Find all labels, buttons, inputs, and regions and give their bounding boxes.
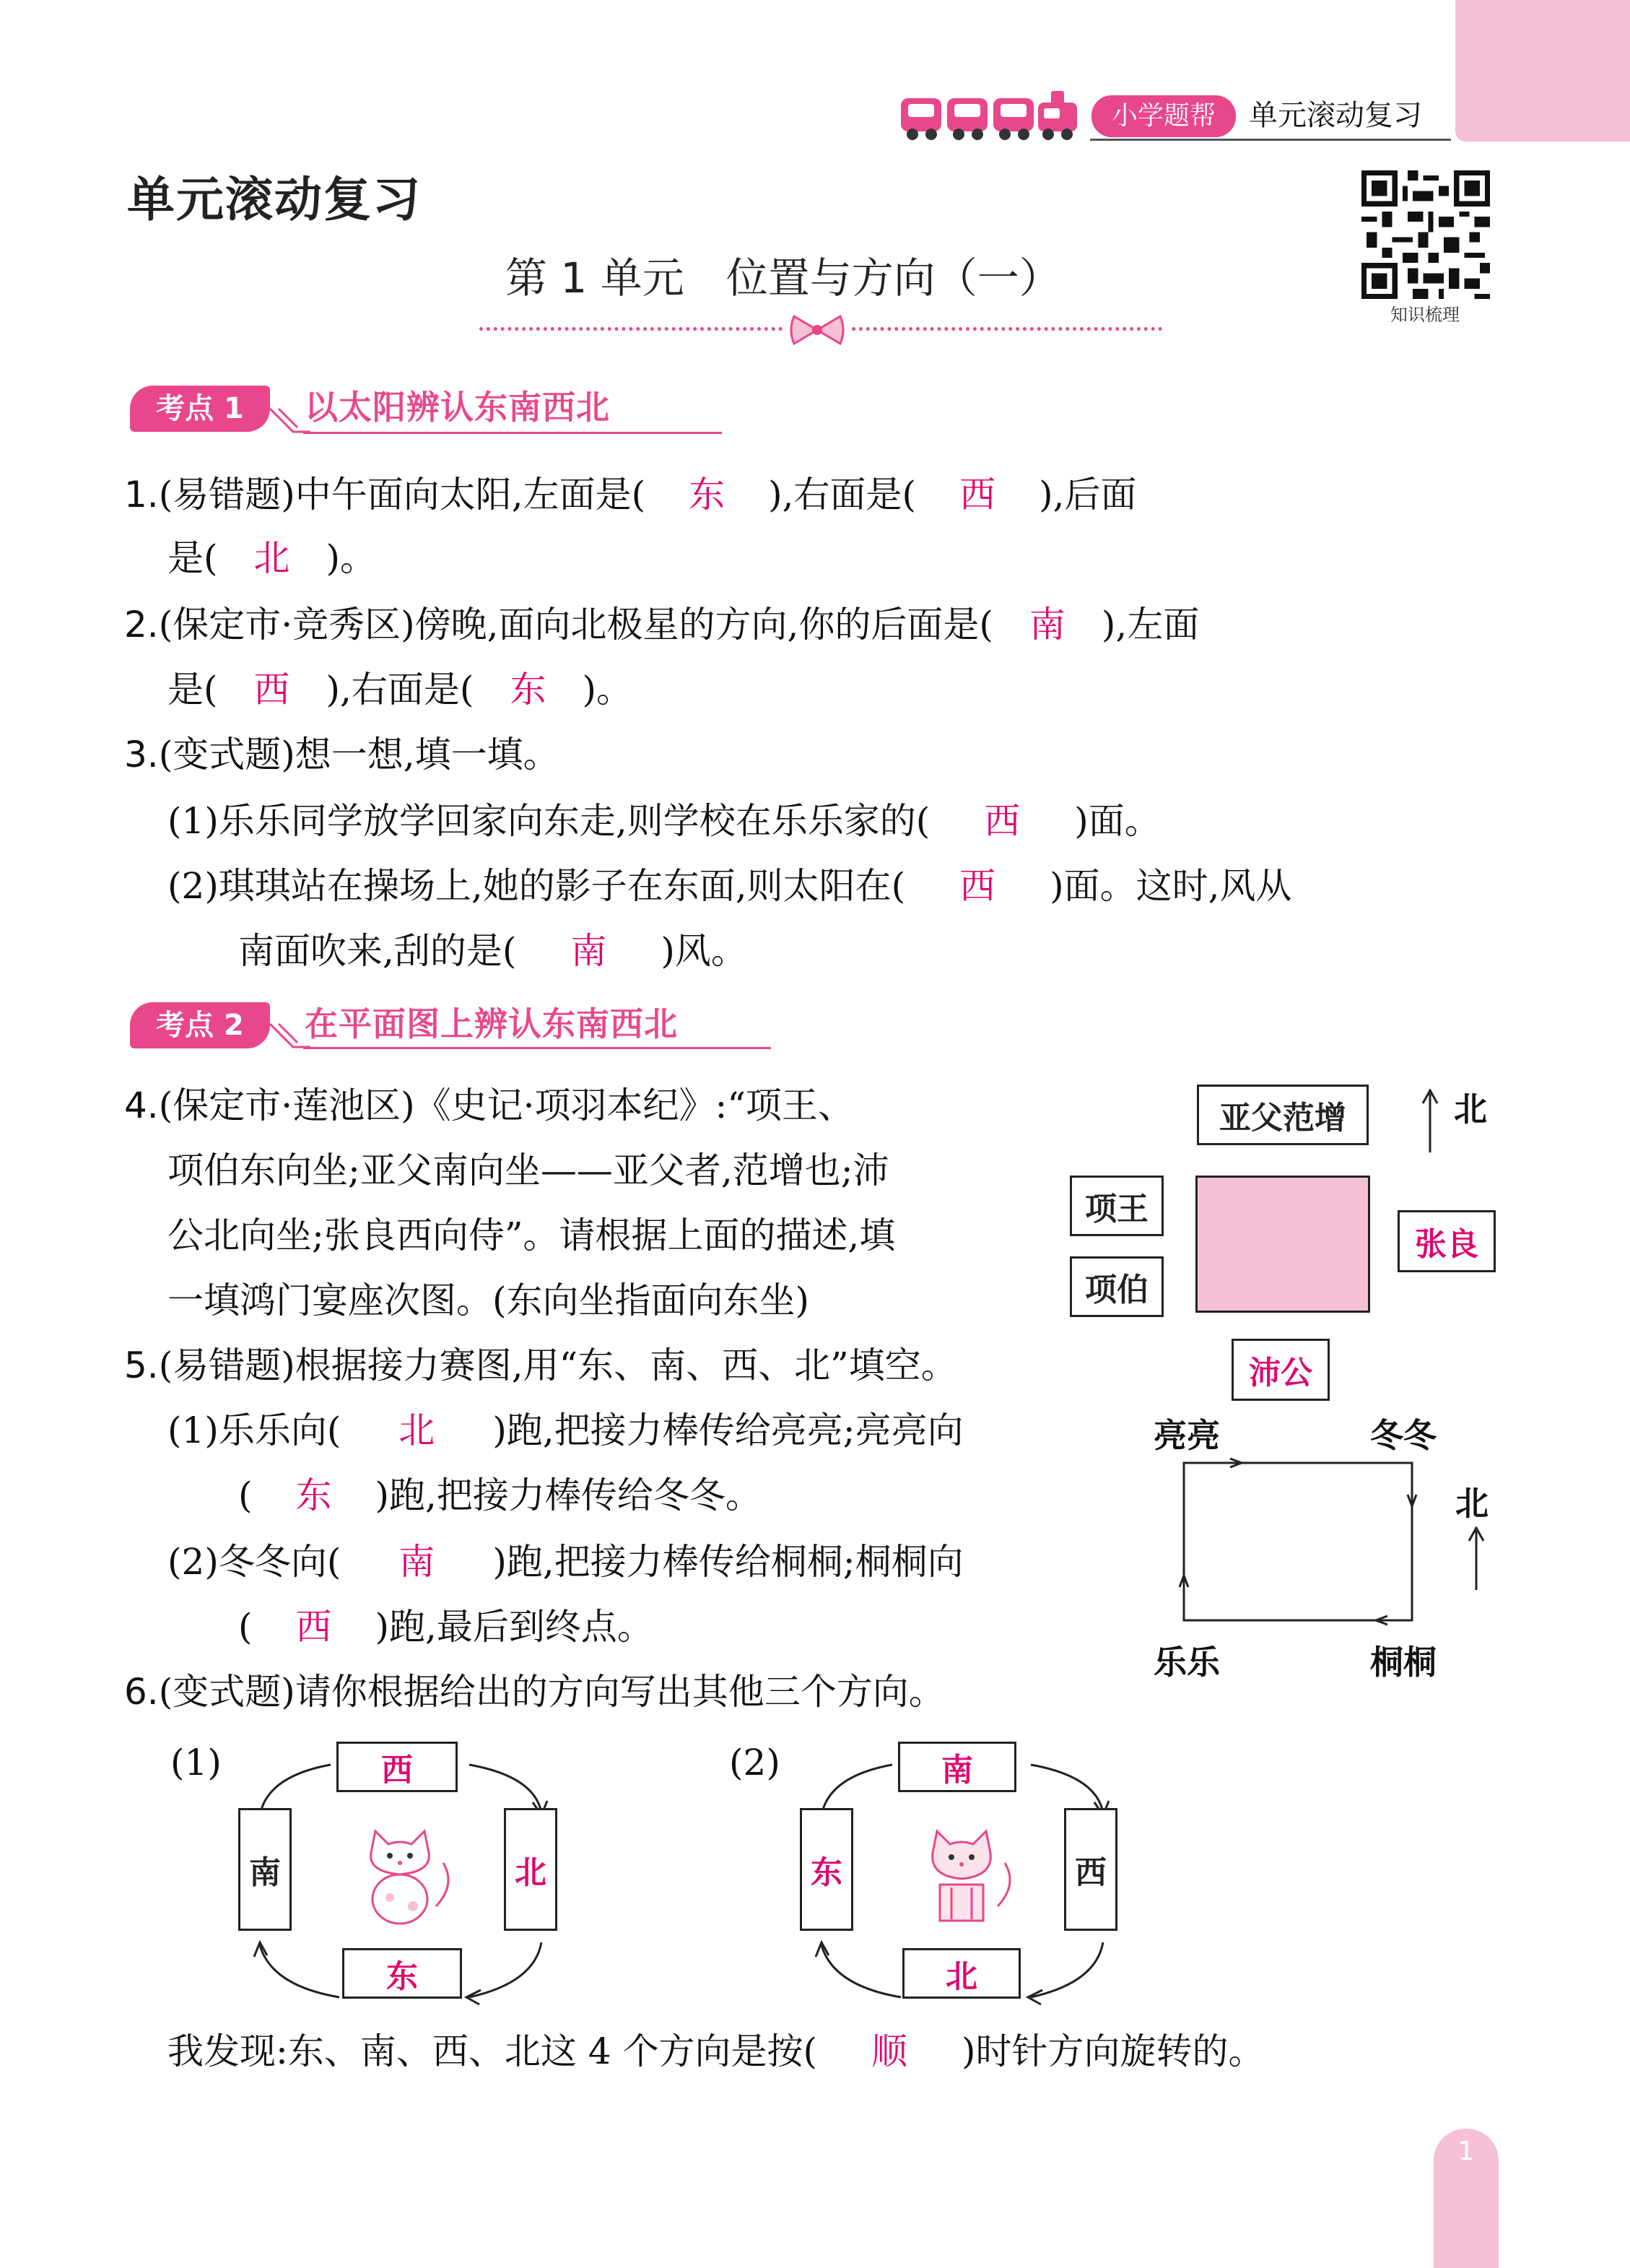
q5-answer-1[interactable]: 北: [398, 1409, 435, 1451]
q2-answer-2[interactable]: 西: [253, 669, 290, 711]
q5-answer-4[interactable]: 西: [295, 1606, 332, 1648]
seat-right: 张良: [1398, 1210, 1496, 1272]
q6-diagram-2-label: (2): [729, 1742, 780, 1783]
q5-answer-3[interactable]: 南: [398, 1541, 435, 1583]
q1-answer-3[interactable]: 北: [253, 537, 290, 579]
q4-line-4: 一填鸿门宴座次图。(东向坐指面向东坐): [167, 1279, 810, 1321]
seat-left-1: 项王: [1070, 1176, 1164, 1236]
q3-part-1: (1)乐乐同学放学回家向东走,则学校在乐乐家的( 西 )面。: [167, 788, 1161, 853]
q3-answer-3[interactable]: 南: [570, 930, 607, 972]
cat-icon: [911, 1827, 1019, 1928]
q6-d2-left: 东: [800, 1808, 853, 1931]
q4-line-3: 公北向坐;张良西向侍”。请根据上面的描述,填: [167, 1215, 896, 1256]
q6-d1-left: 南: [238, 1808, 292, 1931]
q6-d1-top: 西: [336, 1742, 458, 1792]
q5-north-label: 北: [1455, 1484, 1489, 1523]
seat-top: 亚父范增: [1197, 1085, 1369, 1145]
q6-diagram-1-label: (1): [170, 1742, 222, 1783]
q1-answer-1[interactable]: 东: [689, 474, 725, 516]
banquet-table: [1195, 1176, 1370, 1313]
page-number: 1: [1457, 2137, 1475, 2166]
q1-line-2: 是( 北 )。: [167, 526, 376, 591]
q4-line-1: 4.(保定市·莲池区)《史记·项羽本纪》:“项王、: [124, 1085, 854, 1126]
q3-part-2-cont: 南面吹来,刮的是( 南 )风。: [238, 918, 747, 983]
relay-track: [1169, 1451, 1422, 1632]
q2-line-1: 2.(保定市·竞秀区)傍晚,面向北极星的方向,你的后面是( 南 ),左面: [124, 592, 1199, 657]
page-title: 单元滚动复习: [127, 172, 422, 227]
seat-left-2: 项伯: [1070, 1256, 1164, 1317]
q2-answer-3[interactable]: 东: [510, 669, 546, 711]
q6-d2-top: 南: [898, 1742, 1016, 1792]
kaodian-1-badge: 考点 1: [130, 386, 270, 432]
q1-line-1: 1.(易错题)中午面向太阳,左面是( 东 ),右面是( 西 ),后面: [124, 462, 1136, 527]
q3-part-2: (2)琪琪站在操场上,她的影子在东面,则太阳在( 西 )面。这时,风从: [167, 853, 1292, 918]
q6-d2-right: 西: [1064, 1808, 1117, 1931]
train-icon: [899, 88, 1080, 143]
q5-answer-2[interactable]: 东: [295, 1474, 332, 1516]
q3-answer-1[interactable]: 西: [984, 800, 1021, 842]
q5-part-1-cont: ( 东 )跑,把接力棒传给冬冬。: [238, 1463, 762, 1528]
header-corner-tab: [1455, 0, 1630, 142]
q4-north-label: 北: [1454, 1090, 1487, 1129]
cat-icon: [349, 1827, 458, 1928]
header-section-title: 单元滚动复习: [1249, 99, 1422, 132]
qr-code-icon[interactable]: [1361, 170, 1490, 299]
title-dotted-right: [852, 327, 1162, 331]
brand-badge: 小学题帮: [1091, 95, 1236, 137]
bow-icon: [788, 312, 846, 348]
q5-part-2-cont: ( 西 )跑,最后到终点。: [238, 1594, 653, 1659]
kaodian-1-underline: [303, 432, 722, 434]
q6-d1-bottom: 东: [342, 1948, 462, 1999]
seat-bottom: 沛公: [1232, 1339, 1330, 1401]
q4-north-arrow-icon: [1419, 1089, 1441, 1154]
q6-d2-bottom: 北: [902, 1948, 1021, 1999]
q6-line-1: 6.(变式题)请你根据给出的方向写出其他三个方向。: [124, 1671, 945, 1713]
kaodian-2-title: 在平面图上辨认东南西北: [305, 1004, 678, 1043]
q5-part-1: (1)乐乐向( 北 )跑,把接力棒传给亮亮;亮亮向: [167, 1398, 964, 1463]
q6-d1-right: 北: [504, 1808, 557, 1931]
q5-north-arrow-icon: [1465, 1526, 1487, 1591]
qr-caption: 知识梳理: [1390, 305, 1460, 325]
kaodian-1-title: 以太阳辨认东南西北: [305, 388, 610, 427]
q5-line-1: 5.(易错题)根据接力赛图,用“东、南、西、北”填空。: [124, 1344, 957, 1386]
header-divider: [1090, 139, 1451, 141]
unit-title: 第 1 单元 位置与方向（一）: [505, 253, 1061, 303]
q6-answer[interactable]: 顺: [871, 2030, 907, 2072]
q6-conclusion: 我发现:东、南、西、北这 4 个方向是按( 顺 )时针方向旋转的。: [167, 2019, 1264, 2084]
q2-line-2: 是( 西 ),右面是( 东 )。: [167, 657, 632, 722]
relay-name-bl: 乐乐: [1154, 1643, 1220, 1682]
q3-line-1: 3.(变式题)想一想,填一填。: [124, 734, 559, 775]
q5-part-2: (2)冬冬向( 南 )跑,把接力棒传给桐桐;桐桐向: [167, 1529, 964, 1594]
title-dotted-left: [479, 327, 783, 331]
kaodian-2-badge: 考点 2: [130, 1002, 270, 1048]
relay-name-tr: 冬冬: [1370, 1416, 1437, 1455]
relay-name-br: 桐桐: [1370, 1643, 1437, 1682]
q1-answer-2[interactable]: 西: [959, 474, 996, 516]
kaodian-2-underline: [303, 1047, 771, 1049]
relay-name-tl: 亮亮: [1154, 1416, 1220, 1455]
q3-answer-2[interactable]: 西: [959, 865, 996, 907]
q4-line-2: 项伯东向坐;亚父南向坐——亚父者,范增也;沛: [167, 1150, 889, 1191]
q2-answer-1[interactable]: 南: [1029, 604, 1065, 646]
